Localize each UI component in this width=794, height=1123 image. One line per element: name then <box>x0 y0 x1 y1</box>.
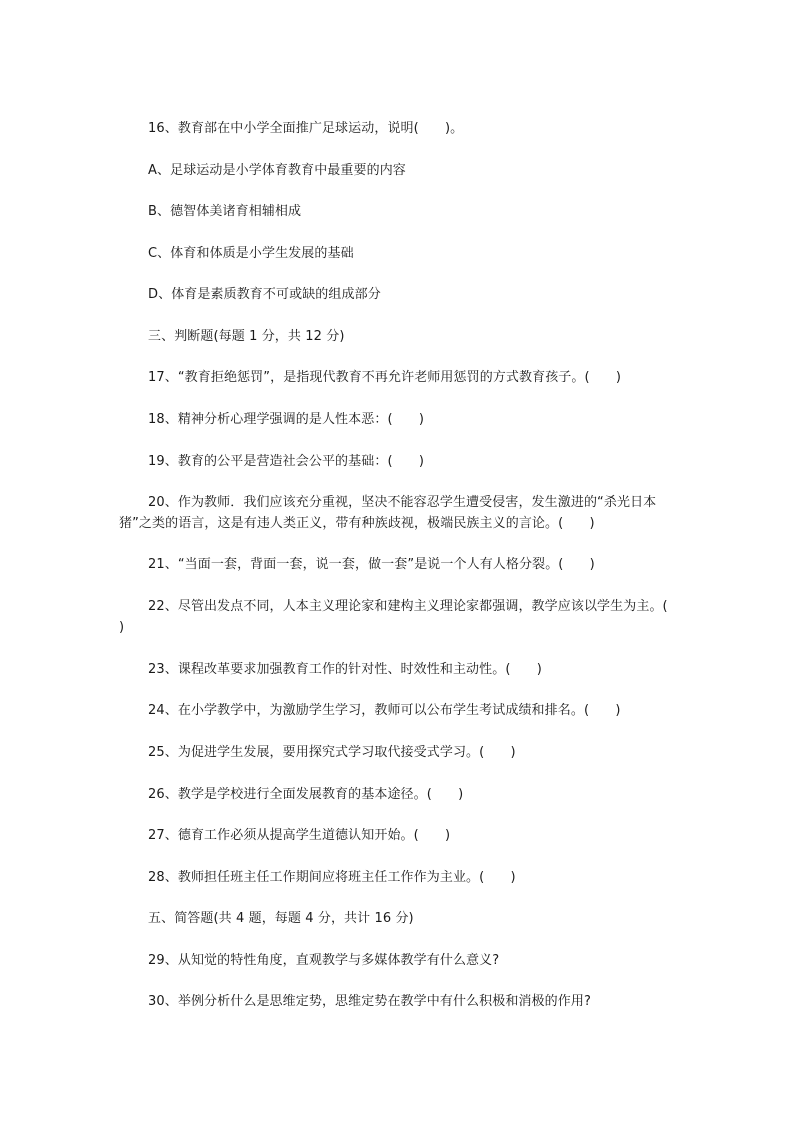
question-29: 29、从知觉的特性角度，直观教学与多媒体教学有什么意义? <box>148 953 500 968</box>
question-17: 17、“教育拒绝惩罚”，是指现代教育不再允许老师用惩罚的方式教育孩子。( ) <box>148 370 622 385</box>
question-19: 19、教育的公平是营造社会公平的基础：( ) <box>148 454 424 469</box>
question-24: 24、在小学教学中，为激励学生学习，教师可以公布学生考试成绩和排名。( ) <box>148 703 621 718</box>
option-c: C、体育和体质是小学生发展的基础 <box>148 246 354 261</box>
section-heading-short-answer: 五、简答题(共 4 题，每题 4 分，共计 16 分) <box>148 911 414 926</box>
question-28: 28、教师担任班主任工作期间应将班主任工作作为主业。( ) <box>148 870 516 885</box>
question-27: 27、德育工作必须从提高学生道德认知开始。( ) <box>148 828 451 843</box>
question-30: 30、举例分析什么是思维定势，思维定势在教学中有什么积极和消极的作用? <box>148 994 591 1009</box>
section-heading-true-false: 三、判断题(每题 1 分，共 12 分) <box>148 329 345 344</box>
question-25: 25、为促进学生发展，要用探究式学习取代接受式学习。( ) <box>148 745 516 760</box>
question-20: 20、作为教师．我们应该充分重视，坚决不能容忍学生遭受侵害，发生激进的“杀光日本猪”之类的语言，这是有违人类正义，带有种族歧视，极端民族主义的言论。( ) <box>119 495 657 531</box>
question-26: 26、教学是学校进行全面发展教育的基本途径。( ) <box>148 787 464 802</box>
question-18: 18、精神分析心理学强调的是人性本恶：( ) <box>148 412 424 427</box>
question-16: 16、教育部在中小学全面推广足球运动，说明( )。 <box>148 121 464 136</box>
option-a: A、足球运动是小学体育教育中最重要的内容 <box>148 163 406 178</box>
question-21: 21、“当面一套，背面一套，说一套，做一套”是说一个人有人格分裂。( ) <box>148 557 595 572</box>
question-23: 23、课程改革要求加强教育工作的针对性、时效性和主动性。( ) <box>148 662 542 677</box>
question-22: 22、尽管出发点不同，人本主义理论家和建构主义理论家都强调，教学应该以学生为主。( ) <box>119 599 694 635</box>
option-d: D、体育是素质教育不可或缺的组成部分 <box>148 287 381 302</box>
option-b: B、德智体美诸育相辅相成 <box>148 204 302 219</box>
